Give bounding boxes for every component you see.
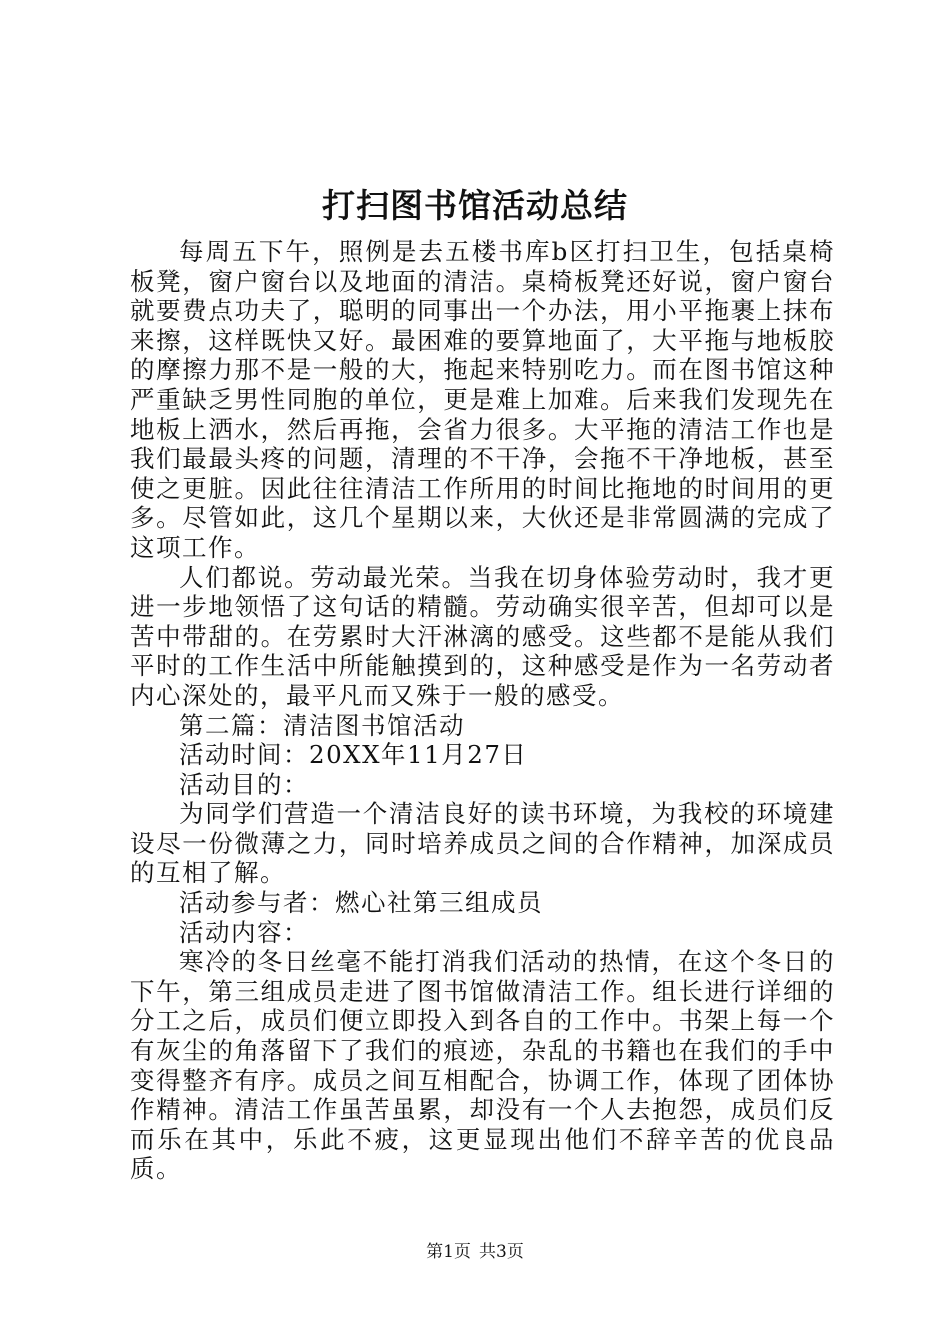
activity-time: 活动时间：20XX年11月27日 <box>179 740 528 770</box>
page-footer <box>0 1240 950 1264</box>
document-title: 打扫图书馆活动总结 <box>322 186 628 225</box>
paragraph: 寒冷的冬日丝毫不能打消我们活动的热情，在这个冬日的下午，第三组成员走进了图书馆做清洁工作。组长进行详细的分工之后，成员们便立即投入到各自的工作中。书架上每一个有灰尘的角落留下了我们的痕迹，杂乱的书籍也在我们的手中变得整齐有序。成员之间互相配合，协调工作，体现了团体协作精神。清洁工作虽苦虽累，却没有一个人去抱怨，成员们反而乐在其中，乐此不疲，这更显现出他们不辞辛苦的优良品质。 <box>130 947 835 1184</box>
page-number: 第1页 <box>426 1242 471 1262</box>
paragraph: 人们都说。劳动最光荣。当我在切身体验劳动时，我才更进一步地领悟了这句话的精髓。劳动确实很辛苦，但却可以是苦中带甜的。在劳累时大汗淋漓的感受。这些都不是能从我们平时的工作生活中所能触摸到的，这种感受是作为一名劳动者内心深处的，最平凡而又殊于一般的感受。 <box>130 562 835 710</box>
paragraph: 为同学们营造一个清洁良好的读书环境，为我校的环境建设尽一份微薄之力，同时培养成员之间的合作精神，加深成员的互相了解。 <box>130 799 835 888</box>
document-body <box>130 237 835 1184</box>
activity-participants: 活动参与者：燃心社第三组成员 <box>179 888 543 918</box>
section-heading: 第二篇：清洁图书馆活动 <box>179 710 465 740</box>
activity-purpose-label: 活动目的： <box>179 769 309 799</box>
activity-content-label: 活动内容： <box>179 917 309 947</box>
paragraph: 每周五下午，照例是去五楼书库b区打扫卫生，包括桌椅板凳，窗户窗台以及地面的清洁。桌椅板凳还好说，窗户窗台就要费点功夫了，聪明的同事出一个办法，用小平拖裹上抹布来擦，这样既快又好。最困难的要算地面了，大平拖与地板胶的摩擦力那不是一般的大，拖起来特别吃力。而在图书馆这种严重缺乏男性同胞的单位，更是难上加难。后来我们发现先在地板上洒水，然后再拖，会省力很多。大平拖的清洁工作也是我们最最头疼的问题，清理的不干净，会拖不干净地板，甚至使之更脏。因此往往清洁工作所用的时间比拖地的时间用的更多。尽管如此，这几个星期以来，大伙还是非常圆满的完成了这项工作。 <box>130 237 835 562</box>
page-total: 共3页 <box>479 1242 524 1262</box>
